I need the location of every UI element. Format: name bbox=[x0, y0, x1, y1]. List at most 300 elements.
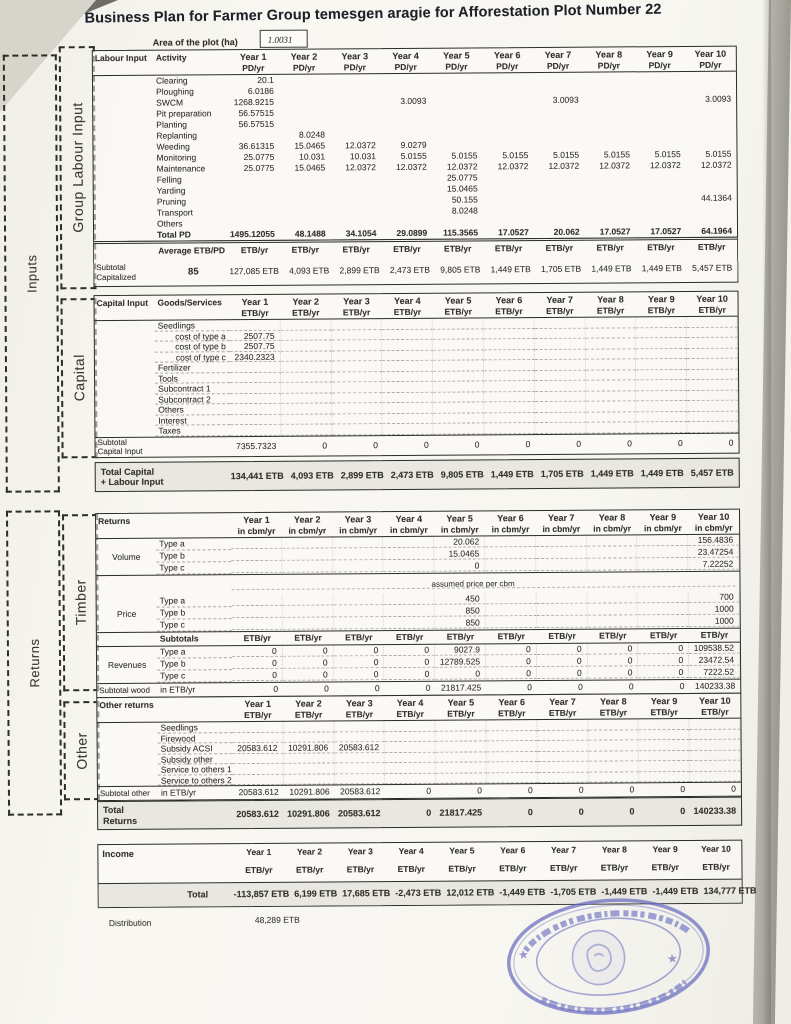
year-value-cell bbox=[637, 401, 688, 412]
year-value-cell bbox=[280, 206, 331, 217]
goods-services-label: Taxes bbox=[155, 425, 230, 436]
year-value-cell bbox=[282, 549, 333, 560]
year-column-header: Year 7 PD/yr bbox=[544, 49, 572, 71]
year-column-header: Year 9 bbox=[652, 844, 678, 855]
year-value-cell bbox=[385, 773, 436, 784]
type-label: Type c bbox=[157, 670, 232, 683]
year-value-cell bbox=[486, 617, 537, 628]
year-value-cell bbox=[282, 606, 333, 617]
year-value-cell bbox=[382, 371, 433, 382]
year-value-cell bbox=[637, 422, 688, 433]
year-value-cell bbox=[282, 594, 333, 605]
year-value-cell bbox=[638, 592, 689, 603]
year-value-cell: 8.0248 bbox=[298, 129, 325, 140]
year-value-cell bbox=[230, 425, 281, 436]
year-value-cell bbox=[536, 536, 587, 547]
year-value-cell bbox=[381, 107, 432, 118]
year-value-cell: 5.0155 bbox=[400, 150, 427, 161]
year-value-cell bbox=[383, 424, 434, 435]
year-value-cell: 0 bbox=[638, 643, 689, 654]
year-value-cell bbox=[484, 392, 535, 403]
year-value-cell: 0 bbox=[537, 644, 588, 655]
year-value-cell bbox=[587, 616, 638, 627]
year-column-header: Year 4 PD/yr bbox=[392, 50, 419, 72]
year-value-cell: 0 bbox=[232, 658, 283, 669]
unit-label: ETB/yr bbox=[397, 863, 426, 874]
unit-label: ETB/yr bbox=[545, 242, 574, 253]
year-value-cell: 9.0279 bbox=[400, 139, 427, 150]
year-column-header: Year 4 bbox=[398, 845, 424, 856]
year-value-cell bbox=[484, 350, 535, 361]
year-value-cell: 7222.52 bbox=[689, 667, 740, 678]
year-column-header: Year 6 ETB/yr bbox=[498, 697, 526, 719]
year-value-cell: -2,473 ETB bbox=[395, 887, 442, 899]
year-value-cell bbox=[382, 350, 433, 361]
year-value-cell bbox=[638, 547, 689, 558]
type-label: Type b bbox=[157, 607, 232, 620]
year-value-cell bbox=[636, 380, 687, 391]
year-column-header: Year 7 ETB/yr bbox=[548, 696, 577, 718]
year-column-header: Year 2 ETB/yr bbox=[294, 698, 323, 720]
returns-section-label: Returns bbox=[26, 638, 42, 688]
stamp-left-star-icon: ★ bbox=[517, 947, 530, 963]
year-value-cell: 0 bbox=[283, 657, 334, 668]
year-value-cell bbox=[634, 72, 685, 83]
year-value-cell bbox=[534, 194, 585, 205]
year-value-cell: 3.0093 bbox=[400, 95, 427, 106]
year-value-cell bbox=[533, 128, 584, 139]
year-column-header: Year 7 ETB/yr bbox=[546, 294, 574, 316]
year-value-cell: 7.22252 bbox=[689, 559, 740, 570]
year-value-cell bbox=[279, 96, 330, 107]
year-value-cell bbox=[487, 741, 538, 752]
other-returns-header-label: Other returns bbox=[99, 699, 154, 711]
year-value-cell bbox=[230, 414, 281, 425]
year-value-cell: 15.0465 bbox=[294, 162, 326, 173]
year-value-cell bbox=[533, 106, 584, 117]
year-value-cell bbox=[384, 561, 435, 572]
year-value-cell: 2,899 ETB bbox=[339, 265, 380, 276]
year-value-cell: 1,705 ETB bbox=[540, 468, 584, 479]
year-value-cell bbox=[281, 340, 332, 351]
capital-input-table bbox=[93, 291, 739, 458]
year-value-cell: 0 bbox=[578, 806, 584, 817]
goods-services-label: Subcontract 2 bbox=[155, 394, 230, 405]
year-value-cell bbox=[634, 94, 685, 105]
year-value-cell bbox=[229, 207, 280, 218]
year-value-cell bbox=[635, 127, 686, 138]
year-value-cell bbox=[586, 401, 637, 412]
year-value-cell: 0 bbox=[638, 655, 689, 666]
income-total-label: Total bbox=[187, 889, 209, 900]
year-value-cell: 9,805 ETB bbox=[440, 264, 481, 275]
goods-services-label: Others bbox=[155, 404, 230, 415]
year-column-header: Year 5 ETB/yr bbox=[444, 295, 472, 317]
timber-returns-table bbox=[95, 509, 741, 698]
section-box-other bbox=[63, 701, 100, 800]
year-value-cell: 700 bbox=[689, 592, 740, 603]
year-value-cell bbox=[432, 128, 483, 139]
year-value-cell bbox=[230, 393, 281, 404]
year-value-cell bbox=[685, 72, 736, 83]
activity-label: Weeding bbox=[156, 141, 190, 152]
subtotal-wood-label: Subtotal wood bbox=[99, 685, 150, 696]
subcap-value-row bbox=[94, 255, 737, 286]
year-value-cell: 0 bbox=[232, 646, 283, 657]
year-value-cell bbox=[537, 741, 588, 752]
year-value-cell: 4,093 ETB bbox=[290, 469, 334, 481]
year-value-cell bbox=[587, 547, 638, 558]
year-value-cell: 1000 bbox=[689, 616, 740, 627]
goods-services-label: Seedlings bbox=[155, 320, 230, 331]
year-value-cell: 1,449 ETB bbox=[490, 264, 531, 275]
year-value-cell bbox=[636, 369, 687, 380]
unit-label: ETB/yr bbox=[499, 863, 527, 874]
year-value-cell bbox=[382, 382, 433, 393]
year-value-cell: 1,449 ETB bbox=[591, 263, 632, 274]
year-column-header: Year 8 in cbm/yr bbox=[593, 512, 632, 534]
year-value-cell: 21817.425 bbox=[439, 807, 483, 818]
year-value-cell bbox=[687, 411, 738, 422]
year-value-cell bbox=[487, 762, 538, 773]
year-column-header: Year 10 in cbm/yr bbox=[694, 511, 733, 533]
year-value-cell bbox=[333, 618, 384, 629]
year-value-cell bbox=[534, 183, 585, 194]
year-value-cell bbox=[636, 348, 687, 359]
goods-services-label: Interest bbox=[155, 415, 230, 426]
activity-column-header: Activity bbox=[155, 52, 187, 63]
year-value-cell bbox=[483, 194, 534, 205]
year-value-cell: 2507.75 bbox=[230, 341, 281, 352]
year-value-cell: 0 bbox=[423, 439, 429, 450]
year-value-cell bbox=[433, 381, 484, 392]
year-value-cell: 12789.525 bbox=[435, 656, 486, 667]
unit-label: ETB/yr bbox=[346, 864, 375, 875]
year-value-cell bbox=[687, 317, 738, 328]
stamp-center-emblem bbox=[570, 928, 627, 987]
year-value-cell bbox=[381, 118, 432, 129]
year-value-cell: 0 bbox=[677, 437, 683, 448]
type-label: Type c bbox=[156, 562, 231, 575]
year-value-cell bbox=[230, 404, 281, 415]
year-value-cell bbox=[385, 763, 436, 774]
year-value-cell bbox=[385, 721, 436, 732]
year-value-cell bbox=[585, 215, 636, 226]
year-value-cell bbox=[330, 195, 381, 206]
year-value-cell: 0 bbox=[283, 645, 334, 656]
year-value-cell bbox=[231, 538, 282, 549]
year-value-cell: 23.47254 bbox=[688, 547, 739, 558]
year-value-cell bbox=[333, 549, 384, 560]
year-value-cell bbox=[433, 413, 484, 424]
year-value-cell: 850 bbox=[435, 617, 486, 628]
year-value-cell bbox=[636, 338, 687, 349]
year-value-cell bbox=[434, 423, 485, 434]
year-value-cell: 20.062 bbox=[434, 536, 485, 547]
official-stamp bbox=[491, 878, 730, 1024]
activity-label: Others bbox=[156, 218, 183, 229]
year-value-cell bbox=[333, 594, 384, 605]
year-value-cell bbox=[486, 605, 537, 616]
year-value-cell bbox=[381, 184, 432, 195]
year-value-cell: 5,457 ETB bbox=[690, 467, 734, 478]
inputs-section-label: Inputs bbox=[23, 254, 39, 293]
year-value-cell: 1000 bbox=[689, 604, 740, 615]
year-value-cell bbox=[384, 618, 435, 629]
assumed-price-note: assumed price per cbm bbox=[431, 579, 515, 589]
year-value-cell bbox=[533, 73, 584, 84]
year-value-cell bbox=[636, 359, 687, 370]
year-value-cell bbox=[332, 414, 383, 425]
year-value-cell bbox=[280, 319, 331, 330]
labour-table-body bbox=[93, 72, 737, 241]
year-value-cell bbox=[485, 548, 536, 559]
year-value-cell bbox=[380, 74, 431, 85]
activity-label: Transport bbox=[156, 207, 194, 218]
year-column-header: Year 9 ETB/yr bbox=[650, 696, 678, 718]
unit-label: ETB/yr bbox=[448, 863, 476, 874]
year-value-cell: 20583.612 bbox=[236, 808, 279, 820]
year-value-cell: 21817.425 bbox=[440, 682, 482, 693]
year-value-cell bbox=[382, 319, 433, 330]
year-column-header: Year 9 PD/yr bbox=[646, 49, 673, 71]
unit-label: ETB/yr bbox=[446, 631, 475, 642]
year-value-cell: 0 bbox=[527, 682, 533, 693]
unit-label: ETB/yr bbox=[651, 862, 680, 873]
year-value-cell bbox=[584, 94, 635, 105]
year-value-cell bbox=[232, 607, 283, 618]
unit-label: ETB/yr bbox=[548, 630, 576, 641]
year-value-cell: 25.0775 bbox=[446, 172, 478, 183]
year-value-cell bbox=[538, 762, 589, 773]
year-value-cell bbox=[588, 761, 639, 772]
unit-label: ETB/yr bbox=[245, 864, 273, 876]
stamp-graphic bbox=[491, 878, 730, 1024]
year-value-cell bbox=[584, 116, 635, 127]
year-value-cell: 34.1054 bbox=[345, 228, 377, 239]
year-column-header: Year 6 ETB/yr bbox=[495, 295, 523, 317]
year-value-cell: 1,705 ETB bbox=[540, 263, 582, 274]
year-value-cell: 0 bbox=[629, 784, 635, 795]
year-value-cell bbox=[281, 414, 332, 425]
year-value-cell bbox=[586, 380, 637, 391]
year-column-header: Year 2 PD/yr bbox=[290, 51, 318, 73]
year-value-cell bbox=[635, 105, 686, 116]
year-value-cell bbox=[588, 719, 639, 730]
year-value-cell bbox=[635, 193, 686, 204]
year-value-cell: 12.0372 bbox=[396, 161, 427, 172]
year-value-cell bbox=[687, 348, 738, 359]
other-return-label: Subsidy ACSI bbox=[158, 743, 233, 754]
labour-year-headers bbox=[228, 49, 736, 74]
year-value-cell bbox=[228, 130, 279, 141]
year-value-cell bbox=[587, 535, 638, 546]
year-column-header: Year 3 PD/yr bbox=[341, 51, 369, 73]
year-value-cell bbox=[686, 204, 737, 215]
year-value-cell bbox=[635, 171, 686, 182]
year-value-cell: 109538.52 bbox=[689, 643, 740, 654]
year-value-cell bbox=[431, 117, 482, 128]
year-value-cell bbox=[230, 362, 281, 373]
total-returns-label: Total Returns bbox=[103, 804, 138, 826]
total-capital-labour-label: Total Capital + Labour Input bbox=[100, 466, 164, 488]
year-value-cell bbox=[330, 85, 381, 96]
year-value-cell bbox=[230, 383, 281, 394]
year-value-cell bbox=[229, 196, 280, 207]
year-value-cell bbox=[332, 372, 383, 383]
year-column-header: Year 4 ETB/yr bbox=[396, 697, 424, 719]
year-column-header: Year 8 ETB/yr bbox=[599, 696, 628, 718]
year-value-cell bbox=[586, 391, 637, 402]
year-value-cell bbox=[639, 719, 690, 730]
other-return-label: Subsidy other bbox=[158, 754, 233, 765]
year-value-cell bbox=[686, 215, 737, 226]
unit-label: ETB/yr bbox=[291, 244, 320, 255]
year-value-cell: 17.0527 bbox=[599, 226, 631, 237]
year-value-cell: 0 bbox=[273, 683, 279, 694]
year-value-cell bbox=[280, 217, 331, 228]
unit-label: ETB/yr bbox=[702, 861, 730, 872]
volume-group-label: Volume bbox=[112, 551, 141, 562]
year-value-cell bbox=[484, 318, 535, 329]
activity-label: Yarding bbox=[156, 185, 186, 196]
year-value-cell bbox=[383, 413, 434, 424]
type-label: Type c bbox=[157, 619, 232, 632]
year-value-cell: 140233.38 bbox=[694, 680, 736, 691]
year-column-header: Year 6 PD/yr bbox=[493, 50, 521, 72]
year-value-cell bbox=[334, 763, 385, 774]
year-value-cell bbox=[482, 106, 533, 117]
year-value-cell bbox=[484, 339, 535, 350]
year-column-header: Year 2 ETB/yr bbox=[292, 296, 320, 318]
year-value-cell: 0 bbox=[731, 783, 736, 794]
unit-label: ETB/yr bbox=[345, 632, 373, 643]
year-value-cell bbox=[284, 763, 335, 774]
year-value-cell bbox=[484, 371, 535, 382]
year-value-cell bbox=[381, 129, 432, 140]
year-value-cell bbox=[639, 750, 690, 761]
year-value-cell bbox=[281, 361, 332, 372]
unit-label: ETB/yr bbox=[342, 244, 370, 255]
year-column-header: Year 4 ETB/yr bbox=[393, 295, 422, 318]
year-value-cell bbox=[436, 752, 487, 763]
activity-label: Felling bbox=[156, 174, 182, 185]
year-value-cell bbox=[585, 349, 636, 360]
year-value-cell: 0 bbox=[628, 681, 634, 692]
year-value-cell bbox=[485, 560, 536, 571]
year-value-cell bbox=[332, 361, 383, 372]
activity-label: Ploughing bbox=[156, 86, 194, 97]
year-value-cell: 56.57515 bbox=[238, 118, 275, 130]
year-column-header: Year 1 ETB/yr bbox=[244, 698, 272, 721]
other-return-label: Service to others 1 bbox=[158, 764, 233, 775]
year-value-cell bbox=[433, 392, 484, 403]
area-of-plot-label: Area of the plot (ha) bbox=[152, 37, 238, 48]
type-label: Type b bbox=[157, 658, 232, 671]
year-value-cell: 17.0527 bbox=[498, 227, 529, 238]
unit-label: ETB/yr bbox=[444, 243, 472, 254]
year-value-cell: 0 bbox=[435, 668, 486, 679]
year-value-cell: 12.0372 bbox=[700, 159, 732, 170]
year-value-cell bbox=[482, 84, 533, 95]
year-value-cell bbox=[687, 401, 738, 412]
unit-label: ETB/yr bbox=[700, 629, 729, 640]
year-value-cell bbox=[585, 338, 636, 349]
year-value-cell bbox=[638, 604, 689, 615]
year-value-cell bbox=[233, 774, 284, 785]
year-value-cell: 0 bbox=[486, 668, 537, 679]
year-value-cell: 25.0775 bbox=[243, 162, 275, 174]
year-value-cell: 0 bbox=[334, 645, 385, 656]
year-value-cell bbox=[382, 340, 433, 351]
year-value-cell bbox=[433, 371, 484, 382]
year-value-cell bbox=[433, 318, 484, 329]
year-value-cell bbox=[334, 721, 385, 732]
year-value-cell bbox=[432, 139, 483, 150]
unit-label: ETB/yr bbox=[549, 862, 578, 873]
year-value-cell bbox=[381, 195, 432, 206]
unit-label: ETB/yr bbox=[240, 244, 269, 256]
year-value-cell: 0 bbox=[384, 645, 435, 656]
year-column-header: Year 10 ETB/yr bbox=[696, 293, 728, 315]
goods-services-label: Subcontract 1 bbox=[155, 383, 230, 394]
year-value-cell bbox=[484, 402, 535, 413]
year-value-cell bbox=[486, 593, 537, 604]
year-value-cell: 12.0372 bbox=[497, 161, 529, 172]
year-value-cell bbox=[331, 330, 382, 341]
year-value-cell bbox=[283, 753, 334, 764]
year-column-header: Year 10 PD/yr bbox=[694, 48, 727, 70]
capital-table-body bbox=[95, 317, 739, 437]
section-box-timber bbox=[62, 514, 99, 691]
year-value-cell bbox=[384, 537, 435, 548]
year-value-cell: 12.0372 bbox=[345, 140, 376, 151]
year-value-cell bbox=[382, 329, 433, 340]
returns-header-label: Returns bbox=[98, 515, 131, 527]
year-value-cell bbox=[637, 390, 688, 401]
year-value-cell bbox=[385, 742, 436, 753]
year-value-cell bbox=[487, 773, 538, 784]
unit-label: ETB/yr bbox=[395, 631, 424, 642]
year-value-cell bbox=[232, 595, 283, 606]
year-value-cell bbox=[381, 217, 432, 228]
unit-label: ETB/yr bbox=[243, 632, 272, 644]
year-value-cell: 10291.806 bbox=[289, 786, 330, 797]
year-value-cell bbox=[587, 559, 638, 570]
year-value-cell: 20583.612 bbox=[238, 787, 279, 798]
goods-services-label: cost of type a bbox=[155, 331, 230, 342]
year-value-cell bbox=[535, 360, 586, 371]
year-value-cell bbox=[638, 616, 689, 627]
year-value-cell bbox=[636, 317, 687, 328]
year-column-header: Year 10 bbox=[701, 843, 731, 854]
year-value-cell bbox=[585, 328, 636, 339]
year-value-cell bbox=[586, 422, 637, 433]
year-value-cell: 23472.54 bbox=[689, 655, 740, 666]
distribution-label: Distribution bbox=[108, 917, 152, 929]
year-value-cell: 0 bbox=[324, 683, 329, 694]
year-value-cell bbox=[483, 183, 534, 194]
year-value-cell bbox=[436, 720, 487, 731]
price-group bbox=[97, 592, 740, 633]
year-value-cell bbox=[586, 412, 637, 423]
year-value-cell: 0 bbox=[283, 669, 334, 680]
year-value-cell bbox=[538, 772, 589, 783]
year-value-cell: 0 bbox=[322, 440, 328, 451]
year-value-cell bbox=[584, 105, 635, 116]
year-value-cell bbox=[584, 193, 635, 204]
unit-label: ETB/yr bbox=[596, 242, 624, 253]
